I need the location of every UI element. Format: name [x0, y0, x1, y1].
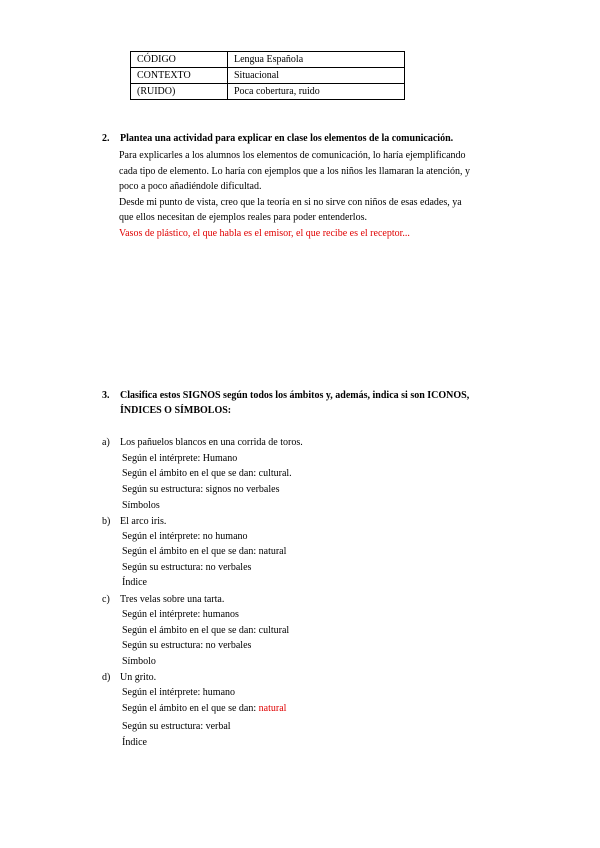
item-b-title: El arco iris. [120, 516, 167, 527]
item-a-tipo: Símbolos [122, 500, 160, 511]
item-b-tipo: Índice [122, 577, 147, 588]
item-c-ambito: Según el ámbito en el que se dan: cultural [122, 625, 290, 636]
q2-line-4: Desde mi punto de vista, creo que la teoría en si no sirve con niños de esas edades, ya [119, 197, 462, 208]
table-cell-label: CÓDIGO [131, 52, 228, 68]
table-cell-value: Lengua Española [228, 52, 405, 68]
question-3-number: 3. [102, 390, 110, 401]
table-cell-label: CONTEXTO [131, 68, 228, 84]
table-cell-label: (RUIDO) [131, 84, 228, 100]
q2-line-1: Para explicarles a los alumnos los elementos de comunicación, lo haría ejemplificando [119, 150, 466, 161]
item-d-interprete: Según el intérprete: humano [122, 687, 236, 698]
table-row [131, 68, 405, 84]
item-a-title: Los pañuelos blancos en una corrida de toros. [120, 437, 303, 448]
question-2-number: 2. [102, 133, 110, 144]
info-table [130, 51, 405, 100]
item-c-title: Tres velas sobre una tarta. [120, 594, 225, 605]
table-cell-value: Poca cobertura, ruido [228, 84, 405, 100]
item-b-interprete: Según el intérprete: no humano [122, 531, 248, 542]
item-b-letter: b) [102, 516, 111, 527]
q2-line-3: poco a poco añadiéndole dificultad. [119, 181, 262, 192]
item-a-letter: a) [102, 437, 110, 448]
question-2-title: Plantea una actividad para explicar en clase los elementos de la comunicación. [120, 133, 454, 144]
item-a-interprete: Según el intérprete: Humano [122, 453, 238, 464]
q2-line-2: cada tipo de elemento. Lo haría con ejemplos que a los niños les llamaran la atención, y [119, 166, 470, 177]
item-a-ambito: Según el ámbito en el que se dan: cultural. [122, 468, 292, 479]
item-b-estructura: Según su estructura: no verbales [122, 562, 252, 573]
q2-answer-red: Vasos de plástico, el que habla es el emisor, el que recibe es el receptor... [119, 228, 410, 239]
item-b-ambito: Según el ámbito en el que se dan: natural [122, 546, 287, 557]
item-c-interprete: Según el intérprete: humanos [122, 609, 239, 620]
item-d-tipo: Índice [122, 737, 147, 748]
question-3-title-line2: ÍNDICES O SÍMBOLOS: [120, 405, 232, 416]
table-cell-value: Situacional [228, 68, 405, 84]
item-c-tipo: Símbolo [122, 656, 156, 667]
table-row [131, 84, 405, 100]
item-c-estructura: Según su estructura: no verbales [122, 640, 252, 651]
item-d-ambito [122, 703, 286, 714]
table-row [131, 52, 405, 68]
q2-line-5: que ellos necesitan de ejemplos reales para poder entenderlos. [119, 212, 367, 223]
item-d-letter: d) [102, 672, 111, 683]
item-d-estructura: Según su estructura: verbal [122, 721, 231, 732]
item-c-letter: c) [102, 594, 110, 605]
item-a-estructura: Según su estructura: signos no verbales [122, 484, 280, 495]
question-3-title-line1: Clasifica estos SIGNOS según todos los ámbitos y, además, indica si son ICONOS, [120, 390, 470, 401]
item-d-title: Un grito. [120, 672, 157, 683]
item-d-ambito-red: natural [258, 703, 287, 714]
item-d-ambito-prefix: Según el ámbito en el que se dan: [122, 703, 259, 714]
